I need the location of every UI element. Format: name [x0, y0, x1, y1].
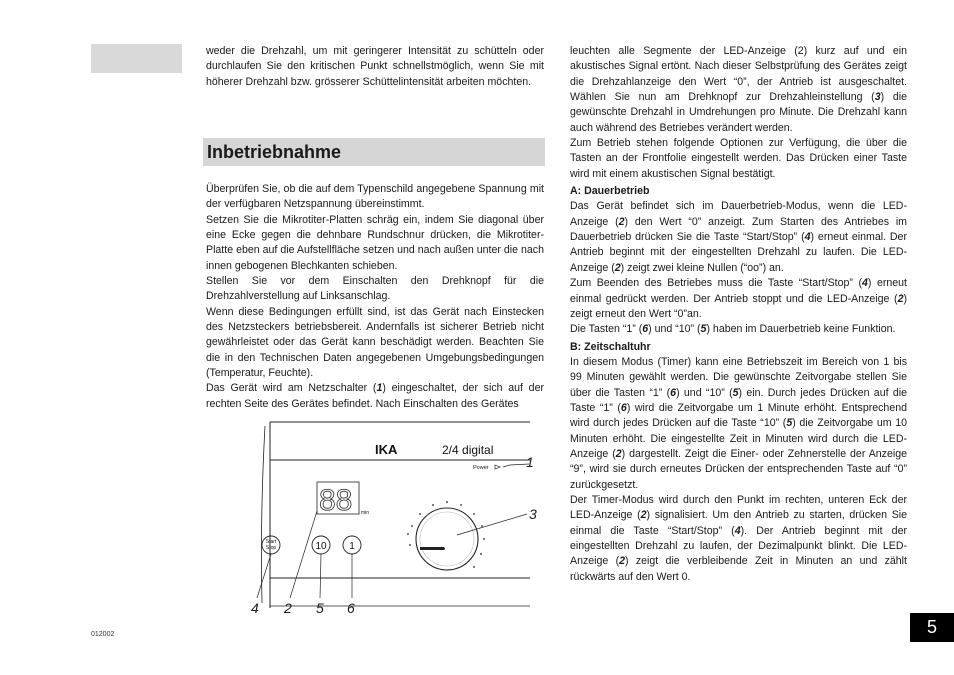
- paragraph: Überprüfen Sie, ob die auf dem Typenschild angegebene Spannung mit der verfügbaren Netzspannung übereinstimmt.: [206, 183, 544, 211]
- paragraph: leuchten alle Segmente der LED-Anzeige (2) kurz auf und ein akustisches Signal ertönt. Nach dieser Selbstprüfung des Gerätes zeigt die Drehzahlanzeige den Wert “0”, der Antrieb ist ausgeschaltet. Wählen Sie nun am Drehknopf zur Drehzahleinstellung (3) die gewünschte Drehzahl in Umdrehungen pro Minute. Die Drehzahl kann auch während des Betriebes verändert werden.: [570, 45, 907, 134]
- svg-text:1: 1: [349, 541, 355, 552]
- ref-number: 1: [376, 382, 383, 395]
- svg-text:Stop: Stop: [265, 545, 277, 551]
- min-label: min: [361, 510, 370, 516]
- section-heading: Inbetriebnahme: [207, 142, 342, 162]
- callout-4: 4: [251, 600, 259, 616]
- device-illustration: [240, 418, 560, 628]
- right-column: [570, 44, 907, 585]
- callout-5: 5: [316, 600, 324, 616]
- paragraph: Wenn diese Bedingungen erfüllt sind, ist das Gerät nach Einstecken des Netzsteckers betriebsbereit. Andernfalls ist sicherer Betrieb nicht gewährleistet oder das Gerät kann beschädigt werden. Beachten Sie die in den Technischen Daten angegebenen Umgebungsbedingungen (Temperatur, Feuchte).: [206, 305, 544, 380]
- model-label: 2/4 digital: [442, 443, 494, 457]
- document-code: 012002: [91, 631, 115, 638]
- paragraph: Das Gerät befindet sich im Dauerbetrieb-Modus, wenn die LED-Anzeige (2) den Wert “0” anzeigt. Zum Starten des Antriebes im Dauerbetrieb drücken Sie die Taste “Start/Stop” (4) erneut einmal. Der Antrieb beginnt mit der eingestellten Drehzahl zu laufen. Die LED-Anzeige (2) zeigt zwei kleine Nullen (“oo”) an.: [570, 200, 907, 274]
- paragraph: Der Timer-Modus wird durch den Punkt im rechten, unteren Eck der LED-Anzeige (2) signalisiert. Um den Antrieb zu starten, drücken Sie einmal die Taste “Start/Stop” (4). Der Antrieb beginnt mit der eingestellten Drehzahl zu laufen, der Dezimalpunkt blinkt. Die LED-Anzeige (2) zeigt die verbleibende Zeit in Minuten an und zählt rückwärts auf den Wert 0.: [570, 493, 908, 583]
- paragraph: Das Gerät wird am Netzschalter (1) eingeschaltet, der sich auf der rechten Seite des Gerätes befindet. Nach Einschalten des Gerätes: [206, 382, 544, 410]
- left-intro: [206, 44, 544, 90]
- intro-paragraph: weder die Drehzahl, um mit geringerer Intensität zu schütteln oder durchlaufen Sie den kritischen Punkt schnellstmöglich, wenn Sie mit höherer Drehzahl bzw. grösserer Schüttelintensität arbeiten möchten.: [206, 45, 544, 88]
- paragraph: Stellen Sie vor dem Einschalten den Drehknopf für die Drehzahlverstellung auf Linksanschlag.: [206, 275, 544, 303]
- subheading-b: B: Zeitschaltuhr: [570, 340, 651, 353]
- page-number: 5: [910, 613, 954, 642]
- paragraph: Zum Betrieb stehen folgende Optionen zur Verfügung, die über die Tasten an der Frontfolie eingestellt werden. Das Drücken einer Taste wird mit einem akustischen Signal bestätigt.: [570, 137, 907, 180]
- callout-6: 6: [347, 600, 355, 616]
- brand-logo: IKA: [375, 442, 398, 457]
- speed-knob: [416, 508, 478, 570]
- subheading-a: A: Dauerbetrieb: [570, 185, 650, 198]
- power-label: Power: [473, 465, 489, 471]
- left-column: [206, 182, 544, 412]
- paragraph: In diesem Modus (Timer) kann eine Betriebszeit im Bereich von 1 bis 99 Minuten gewählt werden. Die gewünschte Zeitvorgabe stellen Sie über die Tasten “1” (6) und “10” (5) ein. Durch jedes Drücken auf die Taste “1” (6) wird die Zeitvorgabe um 1 Minute erhöht. Entsprechend wird durch jedes Drücken auf die Taste “10” (5) die Zeitvorgabe um 10 Minuten erhöht. Die eingestellte Zeit in Minuten wird durch die LED-Anzeige (2) dargestellt. Zeigt die Einer- oder Zehnerstelle der Anzeige “9”, wird sie durch erneutes Drücken der entsprechenden Taste auf “0” zurückgesetzt.: [570, 355, 908, 491]
- margin-tab: [91, 44, 182, 73]
- callout-2: 2: [284, 600, 292, 616]
- svg-text:10: 10: [315, 541, 327, 552]
- paragraph: Zum Beenden des Betriebes muss die Taste “Start/Stop” (4) erneut einmal gedrückt werden. Der Antrieb stoppt und die LED-Anzeige (2) zeigt erneut den Wert “0”an.: [570, 277, 907, 320]
- paragraph: Setzen Sie die Mikrotiter-Platten schräg ein, indem Sie diagonal über eine Ecke gegen die dehnbare Rundschnur drücken, die Mikrotiter-Platte eben auf die Aufstellfläche setzen und nach außen unter die nach innen gebogenen Blechkanten schieben.: [206, 213, 544, 272]
- callout-3: 3: [529, 506, 537, 522]
- ref-number: 3: [874, 91, 881, 104]
- led-digits: 88: [319, 484, 353, 517]
- paragraph: Die Tasten “1” (6) und “10” (5) haben im Dauerbetrieb keine Funktion.: [570, 323, 896, 336]
- section-heading-bar: [203, 138, 545, 166]
- power-arrow-icon: [495, 465, 500, 469]
- callout-1: 1: [526, 454, 534, 470]
- knob-scale-dots: [407, 501, 485, 568]
- device-drawing: [240, 418, 560, 628]
- svg-text:Start: Start: [265, 539, 277, 545]
- knob-pointer: [420, 547, 445, 550]
